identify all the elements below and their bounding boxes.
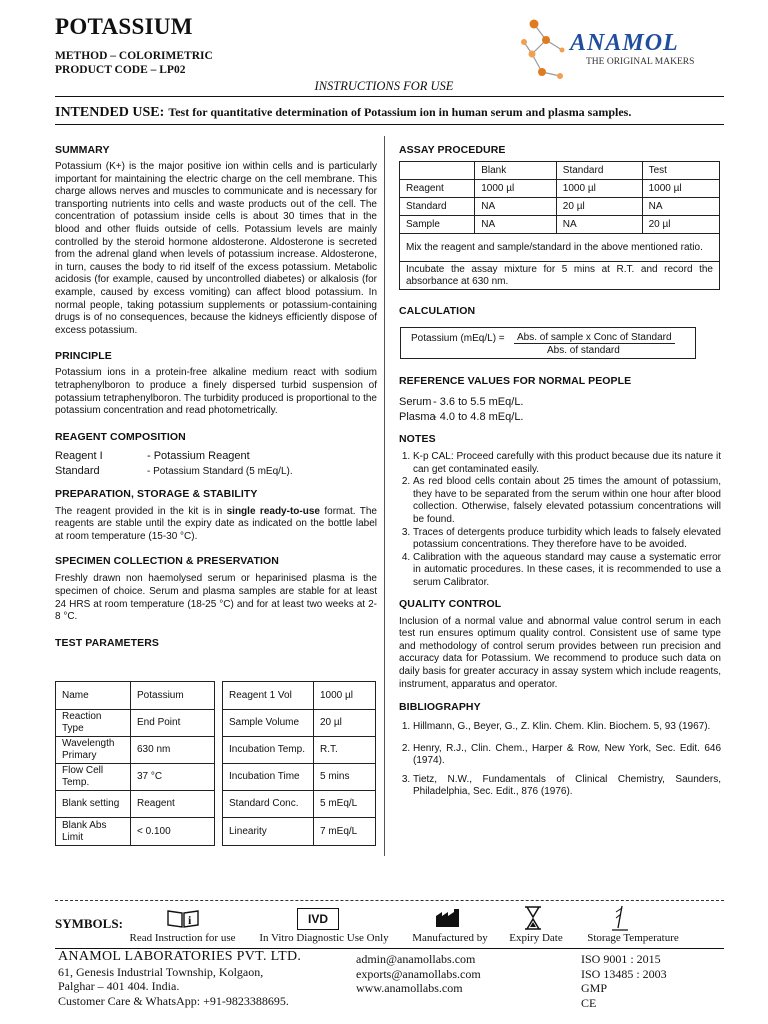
table-row	[56, 710, 215, 737]
table-cell: Incubation Temp.	[223, 737, 314, 764]
calculation-numerator: Abs. of sample x Conc of Standard	[514, 332, 675, 344]
bibliography-list	[399, 721, 721, 799]
ivd-icon: IVD	[297, 908, 339, 930]
table-cell: 20 µl	[556, 198, 642, 216]
reference-row: Plasma- 4.0 to 4.8 mEq/L.	[399, 410, 524, 423]
list-item: 1. Hillmann, G., Beyer, G., Z. Klin. Chem. Klin. Biochem. 5, 93 (1967).	[413, 721, 721, 734]
left-column	[55, 144, 377, 649]
table-row	[223, 764, 376, 791]
reference-values	[399, 395, 721, 424]
method-line: METHOD – COLORIMETRIC	[55, 50, 213, 62]
table-cell: 5 mins	[314, 764, 376, 791]
table-cell: Standard Conc.	[223, 791, 314, 818]
assay-note-mix: Mix the reagent and sample/standard in the above mentioned ratio.	[400, 234, 720, 262]
thermometer-icon	[608, 904, 632, 932]
quality-heading: QUALITY CONTROL	[399, 597, 502, 610]
summary-heading: SUMMARY	[55, 144, 110, 156]
notes-list	[399, 451, 721, 590]
footer-certifications	[581, 952, 667, 1010]
table-row	[223, 818, 376, 846]
table-cell: Reaction Type	[56, 710, 131, 737]
reagent-row: Standard - Potassium Standard (5 mEq/L).	[55, 464, 293, 477]
test-parameters-table-left	[55, 681, 215, 846]
footer-email-link[interactable]: exports@anamollabs.com	[356, 966, 481, 981]
footer-website-link[interactable]: www.anamollabs.com	[356, 981, 463, 995]
principle-text: Potassium ions in a protein-free alkaline medium react with sodium tetraphenylboron to produce a finely dispersed turbid suspension of potassium tetraphenylboron. The turbidity produced is proportional to the potassium concentration and read photometrically.	[55, 367, 377, 417]
symbol-label: Expiry Date	[509, 932, 563, 944]
calculation-lhs: Potassium (mEq/L) =	[411, 333, 505, 344]
table-cell: NA	[642, 198, 719, 216]
cert-badge: GMP	[581, 981, 608, 995]
list-item: 4. Calibration with the aqueous standard may cause a systematic error in automatic procedures. In these cases, it is recommended to use a serum Calibrator.	[413, 552, 721, 590]
table-cell: Sample	[400, 216, 475, 234]
table-cell: 1000 µl	[556, 180, 642, 198]
table-header-cell: Standard	[556, 162, 642, 180]
symbol-label: Storage Temperature	[587, 932, 679, 944]
table-cell: Potassium	[131, 682, 215, 710]
table-cell: Linearity	[223, 818, 314, 846]
symbols-label: SYMBOLS:	[55, 916, 123, 931]
cert-badge: CE	[581, 995, 597, 1010]
table-cell: NA	[475, 216, 557, 234]
page-title: POTASSIUM	[55, 14, 193, 39]
table-cell: NA	[556, 216, 642, 234]
calculation-heading: CALCULATION	[399, 305, 476, 317]
test-parameters-heading: TEST PARAMETERS	[55, 636, 159, 649]
table-cell: 1000 µl	[475, 180, 557, 198]
table-cell: NA	[475, 198, 557, 216]
table-cell: Reagent	[131, 791, 215, 818]
table-cell: 20 µl	[314, 710, 376, 737]
svg-text:i: i	[188, 913, 192, 927]
footer-address-line: Palghar – 401 404. India.	[58, 979, 180, 993]
column-divider	[384, 136, 385, 856]
logo-tagline: THE ORIGINAL MAKERS	[586, 57, 695, 67]
hourglass-icon	[523, 906, 543, 930]
list-item: 3. Tietz, N.W., Fundamentals of Clinical Chemistry, Saunders, Philadelphia, Sec. Edit., 876 (1976).	[413, 774, 721, 799]
table-cell: 5 mEq/L	[314, 791, 376, 818]
bibliography-heading: BIBLIOGRAPHY	[399, 701, 481, 714]
quality-text: Inclusion of a normal value and abnormal value control serum in each test run ensures optimum quality control. Consistent use of same type and methodology of control serum provides between run precision and accuracy data for Potassium. We recommend to produce such data on daily basis for greater accuracy in assay system which include reagents, instrument, apparatus and operator.	[399, 615, 721, 690]
table-cell: Reagent	[400, 180, 475, 198]
anamol-logo	[512, 14, 717, 84]
table-cell: 37 °C	[131, 764, 215, 791]
footer-email-link[interactable]: admin@anamollabs.com	[356, 952, 476, 966]
assay-note-incubate: Incubate the assay mixture for 5 mins at R.T. and record the absorbance at 630 nm.	[400, 262, 720, 290]
table-cell: Blank setting	[56, 791, 131, 818]
product-code: PRODUCT CODE – LP02	[55, 64, 186, 76]
table-cell: 7 mEq/L	[314, 818, 376, 846]
symbol-label: Read Instruction for use	[129, 932, 236, 944]
symbol-label: Manufactured by	[412, 932, 488, 944]
preparation-text: The reagent provided in the kit is in single ready-to-use format. The reagents are stable until the expiry date as indicated on the bottle label at room temperature (15-30 °C).	[55, 505, 377, 542]
table-row	[56, 764, 215, 791]
calculation-denominator: Abs. of standard	[547, 345, 620, 356]
intended-use	[55, 103, 755, 121]
test-parameters-table-right	[222, 681, 376, 846]
table-cell: Reagent 1 Vol	[223, 682, 314, 710]
symbols-rule	[55, 900, 724, 901]
table-cell: R.T.	[314, 737, 376, 764]
header-rule-top	[55, 96, 724, 97]
table-row	[56, 818, 215, 846]
preparation-heading: PREPARATION, STORAGE & STABILITY	[55, 487, 258, 500]
table-header-cell: Test	[642, 162, 719, 180]
instructions-heading: INSTRUCTIONS FOR USE	[314, 79, 454, 93]
footer-address-line: 61, Genesis Industrial Township, Kolgaon,	[58, 964, 264, 979]
table-row	[400, 180, 720, 198]
assay-table	[399, 161, 720, 290]
table-cell: End Point	[131, 710, 215, 737]
cert-badge: ISO 13485 : 2003	[581, 966, 667, 981]
table-cell: Sample Volume	[223, 710, 314, 737]
footer-company-block	[58, 950, 301, 1008]
assay-heading: ASSAY PROCEDURE	[399, 144, 506, 156]
list-item: 1. K-p CAL: Proceed carefully with this product because due its nature it can get contaminated easily.	[413, 451, 721, 476]
table-cell: 20 µl	[642, 216, 719, 234]
symbol-label: In Vitro Diagnostic Use Only	[259, 932, 389, 944]
table-cell: Blank Abs Limit	[56, 818, 131, 846]
list-item: 2. As red blood cells contain about 25 times the amount of potassium, they have to be separated from the serum within one hour after blood collection. Otherwise, falsely elevated potassium concentrations will be found.	[413, 476, 721, 526]
reagent-row: Reagent I - Potassium Reagent	[55, 449, 250, 462]
intended-use-text: Test for quantitative determination of Potassium ion in human serum and plasma samples.	[168, 105, 632, 119]
reference-row: Serum - 3.6 to 5.5 mEq/L.	[399, 396, 524, 408]
intended-use-label: INTENDED USE:	[55, 105, 165, 120]
notes-heading: NOTES	[399, 433, 436, 445]
reagent-composition-list	[55, 449, 377, 479]
footer-company: ANAMOL LABORATORIES PVT. LTD.	[58, 949, 302, 964]
reagent-composition-heading: REAGENT COMPOSITION	[55, 430, 186, 443]
table-row	[400, 216, 720, 234]
right-column	[399, 144, 721, 799]
table-row	[223, 737, 376, 764]
table-row	[56, 791, 215, 818]
table-cell: 630 nm	[131, 737, 215, 764]
list-item: 2. Henry, R.J., Clin. Chem., Harper & Row, New York, Sec. Edit. 646 (1974).	[413, 743, 721, 768]
table-cell: Name	[56, 682, 131, 710]
table-row	[223, 682, 376, 710]
table-row	[223, 791, 376, 818]
table-cell: Standard	[400, 198, 475, 216]
principle-heading: PRINCIPLE	[55, 350, 112, 363]
table-cell: 1000 µl	[314, 682, 376, 710]
list-item: 3. Traces of detergents produce turbidity which leads to falsely elevated potassium concentrations. They therefore have to be avoided.	[413, 527, 721, 552]
footer-contact-block	[356, 952, 481, 996]
table-row	[223, 710, 376, 737]
specimen-text: Freshly drawn non haemolysed serum or heparinised plasma is the specimen of choice. Serum and plasma samples are stable for at least 24 HRS at room temperature (18-25 °C) and for at least two weeks at 2-8 °C.	[55, 573, 377, 623]
table-row	[56, 682, 215, 710]
logo-wordmark: ANAMOL	[570, 30, 679, 56]
book-info-icon	[166, 908, 200, 928]
table-cell: 1000 µl	[642, 180, 719, 198]
header-rule-bottom	[55, 124, 724, 125]
table-cell: Incubation Time	[223, 764, 314, 791]
table-cell: Wavelength Primary	[56, 737, 131, 764]
calculation-box	[400, 327, 696, 359]
table-row	[400, 198, 720, 216]
table-header-row	[400, 162, 720, 180]
footer-customer-care: Customer Care & WhatsApp: +91-9823388695.	[58, 993, 289, 1008]
specimen-heading: SPECIMEN COLLECTION & PRESERVATION	[55, 555, 279, 568]
factory-icon	[435, 908, 463, 928]
reference-heading: REFERENCE VALUES FOR NORMAL PEOPLE	[399, 375, 632, 387]
table-header-cell	[400, 162, 475, 180]
table-row	[56, 737, 215, 764]
summary-text: Potassium (K+) is the major positive ion within cells and is particularly important for maintaining the electric charge on the cell membrane. This charge allows nerves and muscles to communicate and is necessary for transporting nutrients into cells and waste products out of the cell. The concentration of potassium inside cells is about 30 times that in the blood and other fluids outside of cells. Potassium levels are mainly controlled by the steroid hormone aldosterone. Aldosterone is secreted from the adrenal gland when levels of potassium increase. Aldosterone, in turn, causes the body to rid itself of the excess potassium. Metabolic acidosis (for example, caused by uncontrolled diabetes) or alkalosis (for example, caused by excess vomiting) can affect blood potassium. In normal people, taking potassium supplements or potassium-containing drugs is of no consequences, because the kidneys efficiently dispose of excess potassium.	[55, 161, 377, 336]
table-header-cell: Blank	[475, 162, 557, 180]
table-cell: Flow Cell Temp.	[56, 764, 131, 791]
cert-badge: ISO 9001 : 2015	[581, 952, 661, 966]
table-cell: < 0.100	[131, 818, 215, 846]
